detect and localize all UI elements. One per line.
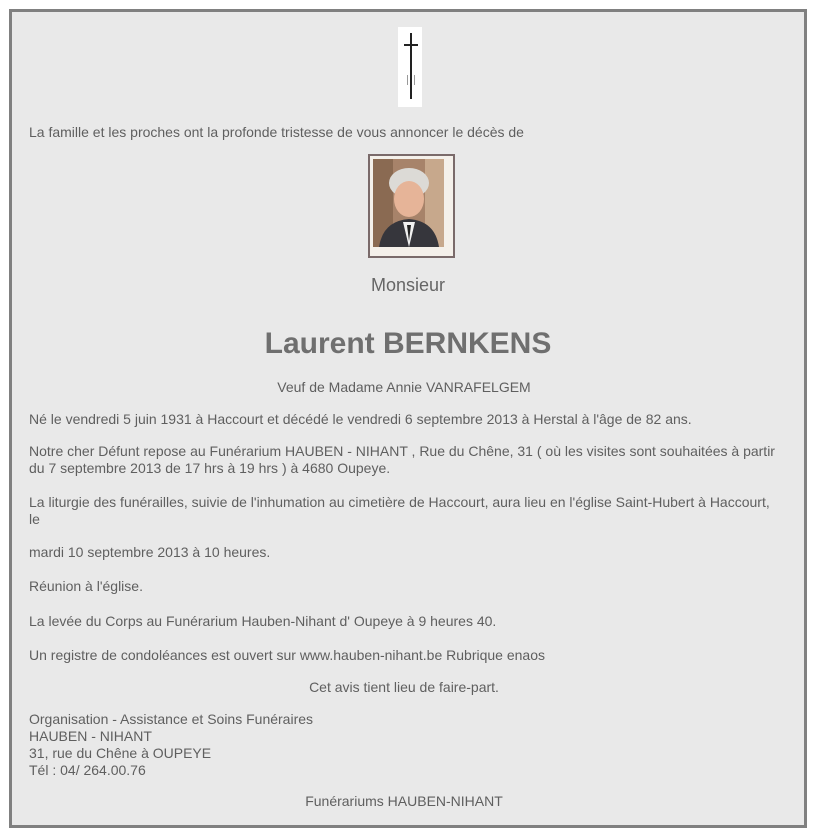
rest-text: Notre cher Défunt repose au Funérarium HAUBEN - NIHANT , Rue du Chêne, 31 ( où les visites sont souhaitées à partir du 7 septembre 2013 de 17 hrs à 19 hrs ) à 4680 Oupeye.	[29, 443, 775, 476]
portrait-image	[373, 159, 444, 247]
faire-part-text: Cet avis tient lieu de faire-part.	[309, 679, 499, 695]
reunion-text: Réunion à l'église.	[29, 578, 143, 594]
levee-text: La levée du Corps au Funérarium Hauben-Nihant d' Oupeye à 9 heures 40.	[29, 613, 497, 629]
salutation: Monsieur	[370, 275, 446, 295]
spouse-line: Veuf de Madame Annie VANRAFELGEM	[277, 379, 531, 395]
cross-emblem	[398, 27, 422, 107]
deceased-photo	[368, 154, 455, 258]
register-text: Un registre de condoléances est ouvert sur www.hauben-nihant.be Rubrique enaos	[29, 647, 545, 663]
organisation-phone: Tél : 04/ 264.00.76	[29, 762, 146, 778]
death-notice-card	[9, 9, 807, 828]
liturgy-text: La liturgie des funérailles, suivie de l'inhumation au cimetière de Haccourt, aura lieu en l'église Saint-Hubert à Haccourt, le	[29, 494, 770, 527]
ceremony-date: mardi 10 septembre 2013 à 10 heures.	[29, 544, 271, 560]
organisation-line-1: Organisation - Assistance et Soins Funéraires	[29, 711, 314, 727]
cross-icon	[398, 27, 422, 107]
intro-text: La famille et les proches ont la profonde tristesse de vous annoncer le décès de	[29, 124, 524, 140]
organisation-line-3: 31, rue du Chêne à OUPEYE	[29, 745, 212, 761]
birth-death-text: Né le vendredi 5 juin 1931 à Haccourt et décédé le vendredi 6 septembre 2013 à Herstal à l'âge de 82 ans.	[29, 411, 692, 427]
deceased-name: Laurent BERNKENS	[264, 327, 552, 360]
footer-text: Funérariums HAUBEN-NIHANT	[305, 793, 503, 809]
organisation-line-2: HAUBEN - NIHANT	[29, 728, 152, 744]
